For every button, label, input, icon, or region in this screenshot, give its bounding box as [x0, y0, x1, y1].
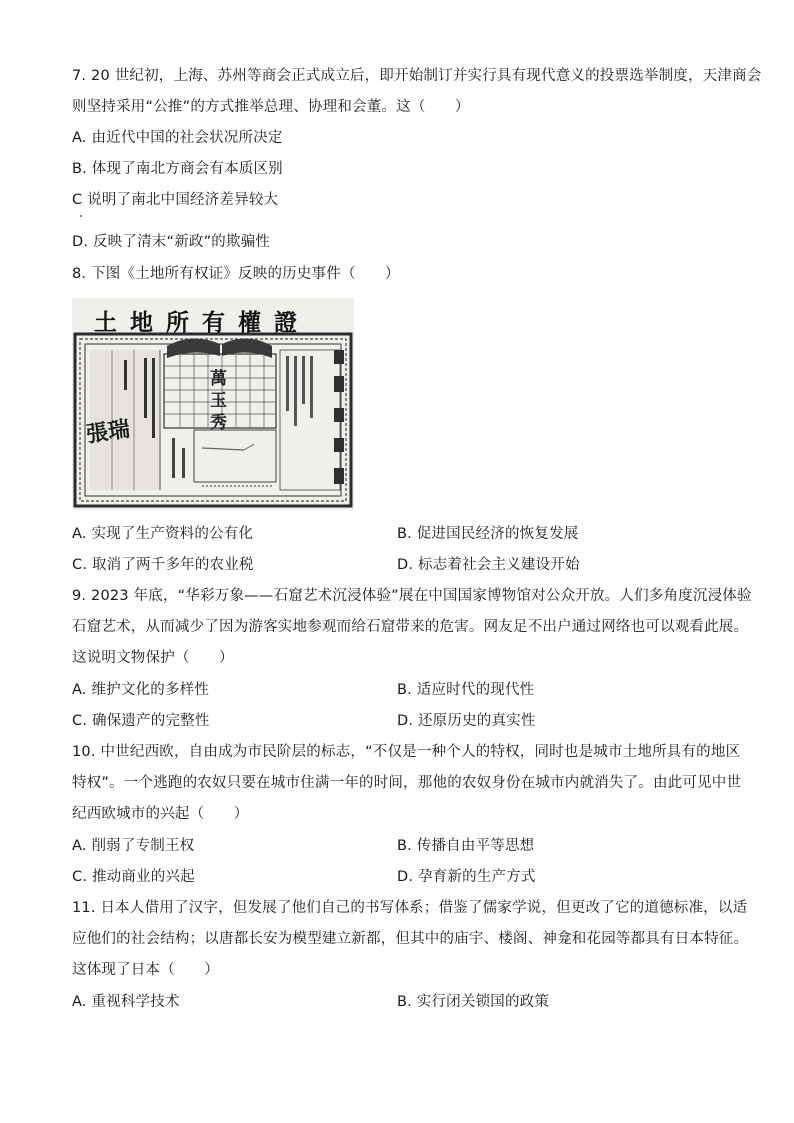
certificate-owner-name: 萬玉秀 [210, 369, 227, 433]
q7-option-a: A. 由近代中国的社会状况所决定 [72, 130, 283, 146]
certificate-handwriting: 張瑞 [84, 416, 132, 448]
q10-option-d: D. 孕育新的生产方式 [397, 869, 536, 885]
q9-option-b: B. 适应时代的现代性 [397, 682, 535, 698]
q10-stem-line1: 10. 中世纪西欧，自由成为市民阶层的标志，“不仅是一种个人的特权，同时也是城市土地所具有的地区 [72, 744, 741, 760]
q7-stem-line2: 则坚持采用“公推”的方式推举总理、协理和会董。这（ ） [72, 99, 470, 115]
q9-option-a: A. 维护文化的多样性 [72, 682, 210, 698]
q7-option-c: C 说明了南北中国经济差异较大 [72, 192, 279, 208]
q10-stem-line2: 特权”。一个逃跑的农奴只要在城市住满一年的时间，那他的农奴身份在城市内就消失了。由此可见中世 [72, 775, 742, 791]
land-certificate-image [72, 298, 354, 510]
q8-option-c: C. 取消了两千多年的农业税 [72, 557, 254, 573]
q8-stem: 8. 下图《土地所有权证》反映的历史事件（ ） [72, 266, 400, 282]
q7-option-d: D. 反映了清末“新政”的欺骗性 [72, 234, 271, 250]
q7-stem-line1: 7. 20 世纪初，上海、苏州等商会正式成立后，即开始制订并实行具有现代意义的投票选举制度，天津商会 [72, 68, 762, 84]
q11-option-b: B. 实行闭关锁国的政策 [397, 994, 550, 1010]
certificate-title: 土地所有權證 [94, 309, 310, 336]
q10-option-a: A. 削弱了专制王权 [72, 838, 195, 854]
q10-option-b: B. 传播自由平等思想 [397, 838, 535, 854]
q11-stem-line1: 11. 日本人借用了汉字，但发展了他们自己的书写体系；借鉴了儒家学说，但更改了它的道德标准，以适 [72, 900, 748, 916]
q9-option-c: C. 确保遗产的完整性 [72, 713, 210, 729]
q9-option-d: D. 还原历史的真实性 [397, 713, 536, 729]
q7-option-b: B. 体现了南北方商会有本质区别 [72, 161, 283, 177]
stray-dot [80, 215, 82, 217]
q8-option-b: B. 促进国民经济的恢复发展 [397, 526, 579, 542]
q10-stem-line3: 纪西欧城市的兴起（ ） [72, 806, 249, 822]
q9-stem-line3: 这说明文物保护（ ） [72, 650, 234, 666]
q8-option-d: D. 标志着社会主义建设开始 [397, 557, 580, 573]
q9-stem-line2: 石窟艺术，从而减少了因为游客实地参观而给石窟带来的危害。网友足不出户通过网络也可以观看此展。 [72, 619, 749, 635]
q9-stem-line1: 9. 2023 年底，“华彩万象——石窟艺术沉浸体验”展在中国国家博物馆对公众开放。人们多角度沉浸体验 [72, 588, 752, 604]
q10-option-c: C. 推动商业的兴起 [72, 869, 195, 885]
q11-option-a: A. 重视科学技术 [72, 994, 180, 1010]
q8-option-a: A. 实现了生产资料的公有化 [72, 526, 254, 542]
q11-stem-line2: 应他们的社会结构；以唐都长安为模型建立新都，但其中的庙宇、楼阁、神龛和花园等都具有日本特征。 [72, 931, 749, 947]
q11-stem-line3: 这体现了日本（ ） [72, 962, 219, 978]
